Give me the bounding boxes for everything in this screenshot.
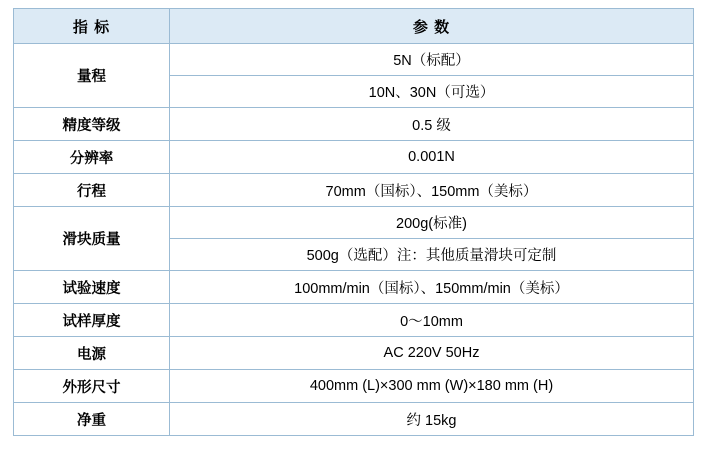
- row-value-test-speed: 100mm/min（国标）、150mm/min（美标）: [170, 271, 694, 304]
- row-label-dimensions: 外形尺寸: [14, 370, 170, 403]
- header-cell-parameter: 参 数: [170, 9, 694, 44]
- row-label-power: 电源: [14, 337, 170, 370]
- row-value-resolution: 0.001N: [170, 141, 694, 174]
- table-row: [14, 403, 694, 436]
- row-value-range-2: 10N、30N（可选）: [170, 76, 694, 108]
- table-row: [14, 304, 694, 337]
- table-row: [14, 44, 694, 76]
- row-label-range: 量程: [14, 44, 170, 108]
- row-value-net-weight: 约 15kg: [170, 403, 694, 436]
- row-value-stroke: 70mm（国标）、150mm（美标）: [170, 174, 694, 207]
- row-label-net-weight: 净重: [14, 403, 170, 436]
- table-header: [14, 9, 694, 44]
- row-value-dimensions: 400mm (L)×300 mm (W)×180 mm (H): [170, 370, 694, 403]
- row-label-resolution: 分辨率: [14, 141, 170, 174]
- table-row: [14, 337, 694, 370]
- table-header-row: [14, 9, 694, 44]
- row-label-sample-thickness: 试样厚度: [14, 304, 170, 337]
- row-label-slider-mass: 滑块质量: [14, 207, 170, 271]
- table-row: [14, 108, 694, 141]
- row-label-test-speed: 试验速度: [14, 271, 170, 304]
- table-row: [14, 271, 694, 304]
- row-value-sample-thickness: 0～10mm: [170, 304, 694, 337]
- table-row: [14, 207, 694, 239]
- table-row: [14, 370, 694, 403]
- table-row: [14, 141, 694, 174]
- row-value-power: AC 220V 50Hz: [170, 337, 694, 370]
- row-label-stroke: 行程: [14, 174, 170, 207]
- table-row: [14, 174, 694, 207]
- row-value-accuracy: 0.5 级: [170, 108, 694, 141]
- specification-table: [13, 8, 694, 436]
- table-body: [14, 44, 694, 436]
- row-value-slider-mass-2: 500g（选配）注：其他质量滑块可定制: [170, 239, 694, 271]
- row-value-slider-mass-1: 200g(标准): [170, 207, 694, 239]
- row-label-accuracy: 精度等级: [14, 108, 170, 141]
- header-cell-indicator: 指 标: [14, 9, 170, 44]
- row-value-range-1: 5N（标配）: [170, 44, 694, 76]
